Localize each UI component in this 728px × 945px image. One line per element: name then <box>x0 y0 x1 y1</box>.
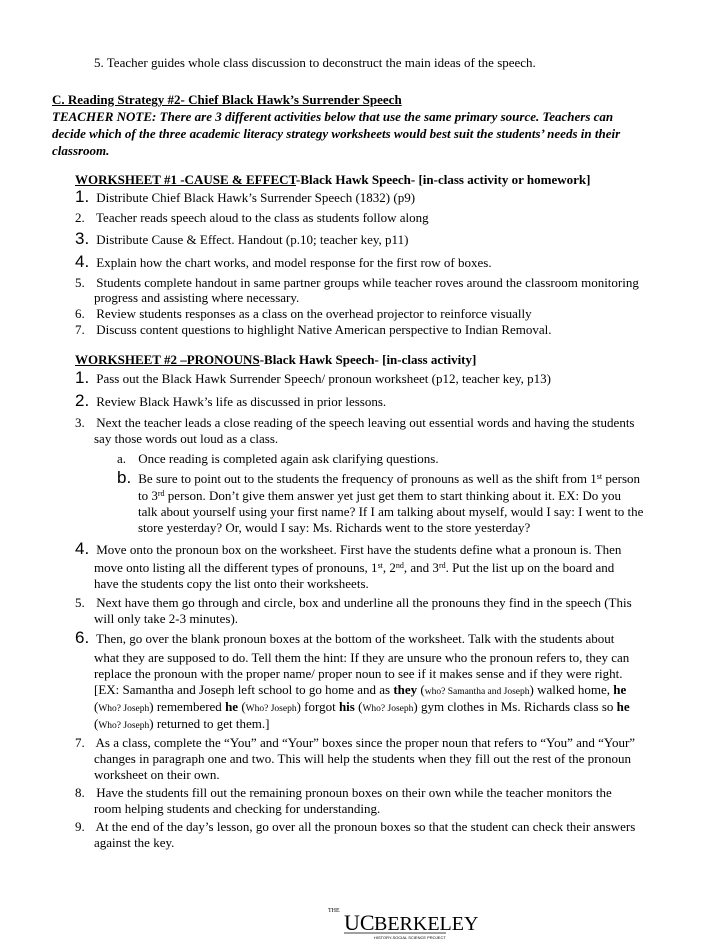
pronoun-he: he <box>613 682 627 697</box>
worksheet2-item-4-line-1 <box>75 541 621 558</box>
worksheet2-item-9-cont: against the key. <box>94 835 175 850</box>
item-text: ) forgot <box>296 699 339 714</box>
item-text: [EX: Samantha and Joseph left school to go home and as <box>94 682 394 697</box>
item-number: 3. <box>75 415 85 430</box>
item-text: ) returned to get them.] <box>149 716 270 731</box>
item-text: Pass out the Black Hawk Surrender Speech/ pronoun worksheet (p12, teacher key, p13) <box>96 371 552 386</box>
pronoun-referent: Who? Joseph <box>98 721 150 731</box>
worksheet2-item-3-cont: say those words out loud as a class. <box>94 431 279 446</box>
superscript: st <box>377 561 383 570</box>
item-text: ( <box>417 682 425 697</box>
item-text: , 2 <box>382 560 396 575</box>
item-text: As a class, complete the “You” and “Your” boxes since the proper noun that refers to “You” and “Your” <box>95 735 636 750</box>
intro-step <box>94 55 536 71</box>
worksheet2-title-rest: -Black Hawk Speech- [in-class activity] <box>259 352 477 367</box>
worksheet2-item-6-line-6 <box>94 716 269 734</box>
item-number: a. <box>117 451 127 466</box>
teacher-note-line-3: classroom. <box>52 143 110 158</box>
pronoun-they: they <box>393 682 418 697</box>
item-number: 6. <box>75 306 85 321</box>
item-number: 2. <box>75 391 90 410</box>
item-text: Explain how the chart works, and model response for the first row of boxes. <box>96 255 492 270</box>
worksheet1-title <box>75 172 590 188</box>
item-number: 6. <box>75 628 90 647</box>
pronoun-referent: Who? Joseph <box>245 704 297 714</box>
item-number: 5. <box>75 275 85 290</box>
uc-berkeley-logo <box>320 900 479 940</box>
item-number: 1. <box>75 187 90 206</box>
worksheet2-item-7-cont-1: changes in paragraph one and two. This will help the students when they fill out the rest of the pronoun <box>94 751 631 766</box>
worksheet2-item-5-cont: will only take 2-3 minutes). <box>94 611 239 626</box>
worksheet1-item-2 <box>75 210 429 226</box>
worksheet1-title-underlined: WORKSHEET #1 -CAUSE & EFFECT <box>75 172 297 187</box>
item-text: Distribute Cause & Effect. Handout (p.10; teacher key, p11) <box>96 232 409 247</box>
item-text: Students complete handout in same partner groups while teacher roves around the classroom monitoring <box>96 275 639 290</box>
logo-the: THE <box>328 908 340 914</box>
worksheet1-title-rest: -Black Hawk Speech- [in-class activity or homework] <box>296 172 591 187</box>
teacher-note-line-2: decide which of the three academic literacy strategy worksheets would best suit the students’ needs in their <box>52 126 621 141</box>
section-heading: C. Reading Strategy #2- Chief Black Hawk’s Surrender Speech <box>52 92 402 107</box>
pronoun-his: his <box>338 699 355 714</box>
item-text: . Put the list up on the board and <box>445 560 615 575</box>
item-text: At the end of the day’s lesson, go over all the pronoun boxes so that the student can check their answers <box>95 819 636 834</box>
item-text: ( <box>94 716 99 731</box>
worksheet2-item-3b-line-2 <box>138 488 621 504</box>
worksheet2-item-3 <box>75 415 635 431</box>
superscript: rd <box>438 561 446 570</box>
item-text: ( <box>94 699 99 714</box>
superscript: rd <box>157 489 165 498</box>
item-number: 4. <box>75 539 90 558</box>
item-text: person <box>602 471 641 486</box>
item-text: ) remembered <box>149 699 226 714</box>
item-number: 7. <box>75 735 85 750</box>
worksheet2-item-9 <box>75 819 635 835</box>
item-number: 9. <box>75 819 85 834</box>
worksheet2-item-1 <box>75 370 551 387</box>
superscript: nd <box>395 561 404 570</box>
worksheet2-item-6-line-4 <box>94 682 626 700</box>
item-text: Have the students fill out the remaining pronoun boxes on their own while the teacher monitors the <box>96 785 612 800</box>
step-number: 5. <box>94 55 104 70</box>
item-text: Next have them go through and circle, box and underline all the pronouns they find in the speech (This <box>96 595 632 610</box>
worksheet1-item-4 <box>75 254 492 271</box>
worksheet2-item-6-line-2: what they are supposed to do. Tell them the hint: If they are unsure who the pronoun refers to, they can <box>94 650 630 665</box>
item-text: person. Don’t give them answer yet just get them to start thinking about it. EX: Do you <box>164 488 622 503</box>
item-number: b. <box>117 468 132 487</box>
item-text: Next the teacher leads a close reading of the speech leaving out essential words and having the students <box>96 415 635 430</box>
item-number: 7. <box>75 322 85 337</box>
worksheet2-item-6-line-3: replace the pronoun with the proper name/ proper noun to see if it makes sense and if they were right. <box>94 666 623 681</box>
item-text: Review Black Hawk’s life as discussed in prior lessons. <box>96 394 387 409</box>
uc-berkeley-logo-graphic <box>320 900 479 940</box>
worksheet2-item-7 <box>75 735 635 751</box>
worksheet2-title <box>75 352 476 368</box>
superscript: st <box>596 472 603 481</box>
teacher-note-line-1: TEACHER NOTE: There are 3 different activities below that use the same primary source. Teachers can <box>52 109 614 124</box>
item-text: Move onto the pronoun box on the worksheet. First have the students define what a pronoun is. Then <box>96 542 622 557</box>
item-text: Then, go over the blank pronoun boxes at the bottom of the worksheet. Talk with the students about <box>96 631 615 646</box>
item-text: Teacher reads speech aloud to the class as students follow along <box>96 210 429 225</box>
worksheet2-item-6-line-5 <box>94 699 630 717</box>
item-text: Once reading is completed again ask clarifying questions. <box>138 451 439 466</box>
worksheet2-item-8-cont: room helping students and checking for understanding. <box>94 801 381 816</box>
worksheet2-item-3b-line-3: talk about yourself using your first name? If I am talking about myself, would I say: I went to the <box>138 504 644 519</box>
pronoun-referent: who? Samantha and Joseph <box>424 687 530 697</box>
item-text: ) gym clothes in Ms. Richards class so <box>413 699 617 714</box>
item-text: Be sure to point out to the students the frequency of pronouns as well as the shift from 1 <box>138 471 597 486</box>
pronoun-referent: Who? Joseph <box>362 704 414 714</box>
worksheet2-item-2 <box>75 393 386 410</box>
pronoun-he: he <box>225 699 239 714</box>
worksheet1-item-3 <box>75 231 408 248</box>
worksheet1-item-7 <box>75 322 552 338</box>
worksheet2-item-4-line-3: have the students copy the list onto their worksheets. <box>94 576 369 591</box>
item-text: ) walked home, <box>529 682 614 697</box>
worksheet1-item-5 <box>75 275 639 291</box>
item-number: 5. <box>75 595 85 610</box>
worksheet2-item-7-cont-2: worksheet on their own. <box>94 767 220 782</box>
item-number: 8. <box>75 785 85 800</box>
logo-subtitle: HISTORY-SOCIAL SCIENCE PROJECT <box>374 935 446 940</box>
item-text: to 3 <box>138 488 158 503</box>
worksheet2-item-5 <box>75 595 632 611</box>
step-text: Teacher guides whole class discussion to deconstruct the main ideas of the speech. <box>106 55 536 70</box>
item-number: 3. <box>75 229 90 248</box>
item-number: 1. <box>75 368 90 387</box>
item-number: 2. <box>75 210 85 225</box>
worksheet2-item-3b-line-4: store yesterday? Or, would I say: Ms. Richards went to the store yesterday? <box>138 520 531 535</box>
pronoun-he: he <box>616 699 630 714</box>
item-text: Discuss content questions to highlight Native American perspective to Indian Removal. <box>96 322 552 337</box>
worksheet2-item-3b-line-1 <box>117 470 640 487</box>
worksheet1-item-6 <box>75 306 532 322</box>
item-text: move onto listing all the different types of pronouns, 1 <box>94 560 378 575</box>
logo-uc: UC <box>344 910 375 935</box>
worksheet1-item-5-cont: progress and assisting where necessary. <box>94 290 300 305</box>
item-number: 4. <box>75 252 90 271</box>
item-text: Review students responses as a class on the overhead projector to reinforce visually <box>96 306 532 321</box>
worksheet1-item-1 <box>75 189 415 206</box>
pronoun-referent: Who? Joseph <box>98 704 150 714</box>
worksheet2-item-4-line-2 <box>94 560 614 576</box>
worksheet2-item-8 <box>75 785 612 801</box>
item-text: , and 3 <box>403 560 439 575</box>
worksheet2-item-6-line-1 <box>75 630 614 647</box>
logo-berkeley: BERKELEY <box>374 913 479 935</box>
item-text: ( <box>354 699 363 714</box>
worksheet2-title-underlined: WORKSHEET #2 –PRONOUNS <box>75 352 260 367</box>
item-text: ( <box>238 699 246 714</box>
worksheet2-item-3a <box>117 451 439 467</box>
item-text: Distribute Chief Black Hawk’s Surrender Speech (1832) (p9) <box>96 190 416 205</box>
